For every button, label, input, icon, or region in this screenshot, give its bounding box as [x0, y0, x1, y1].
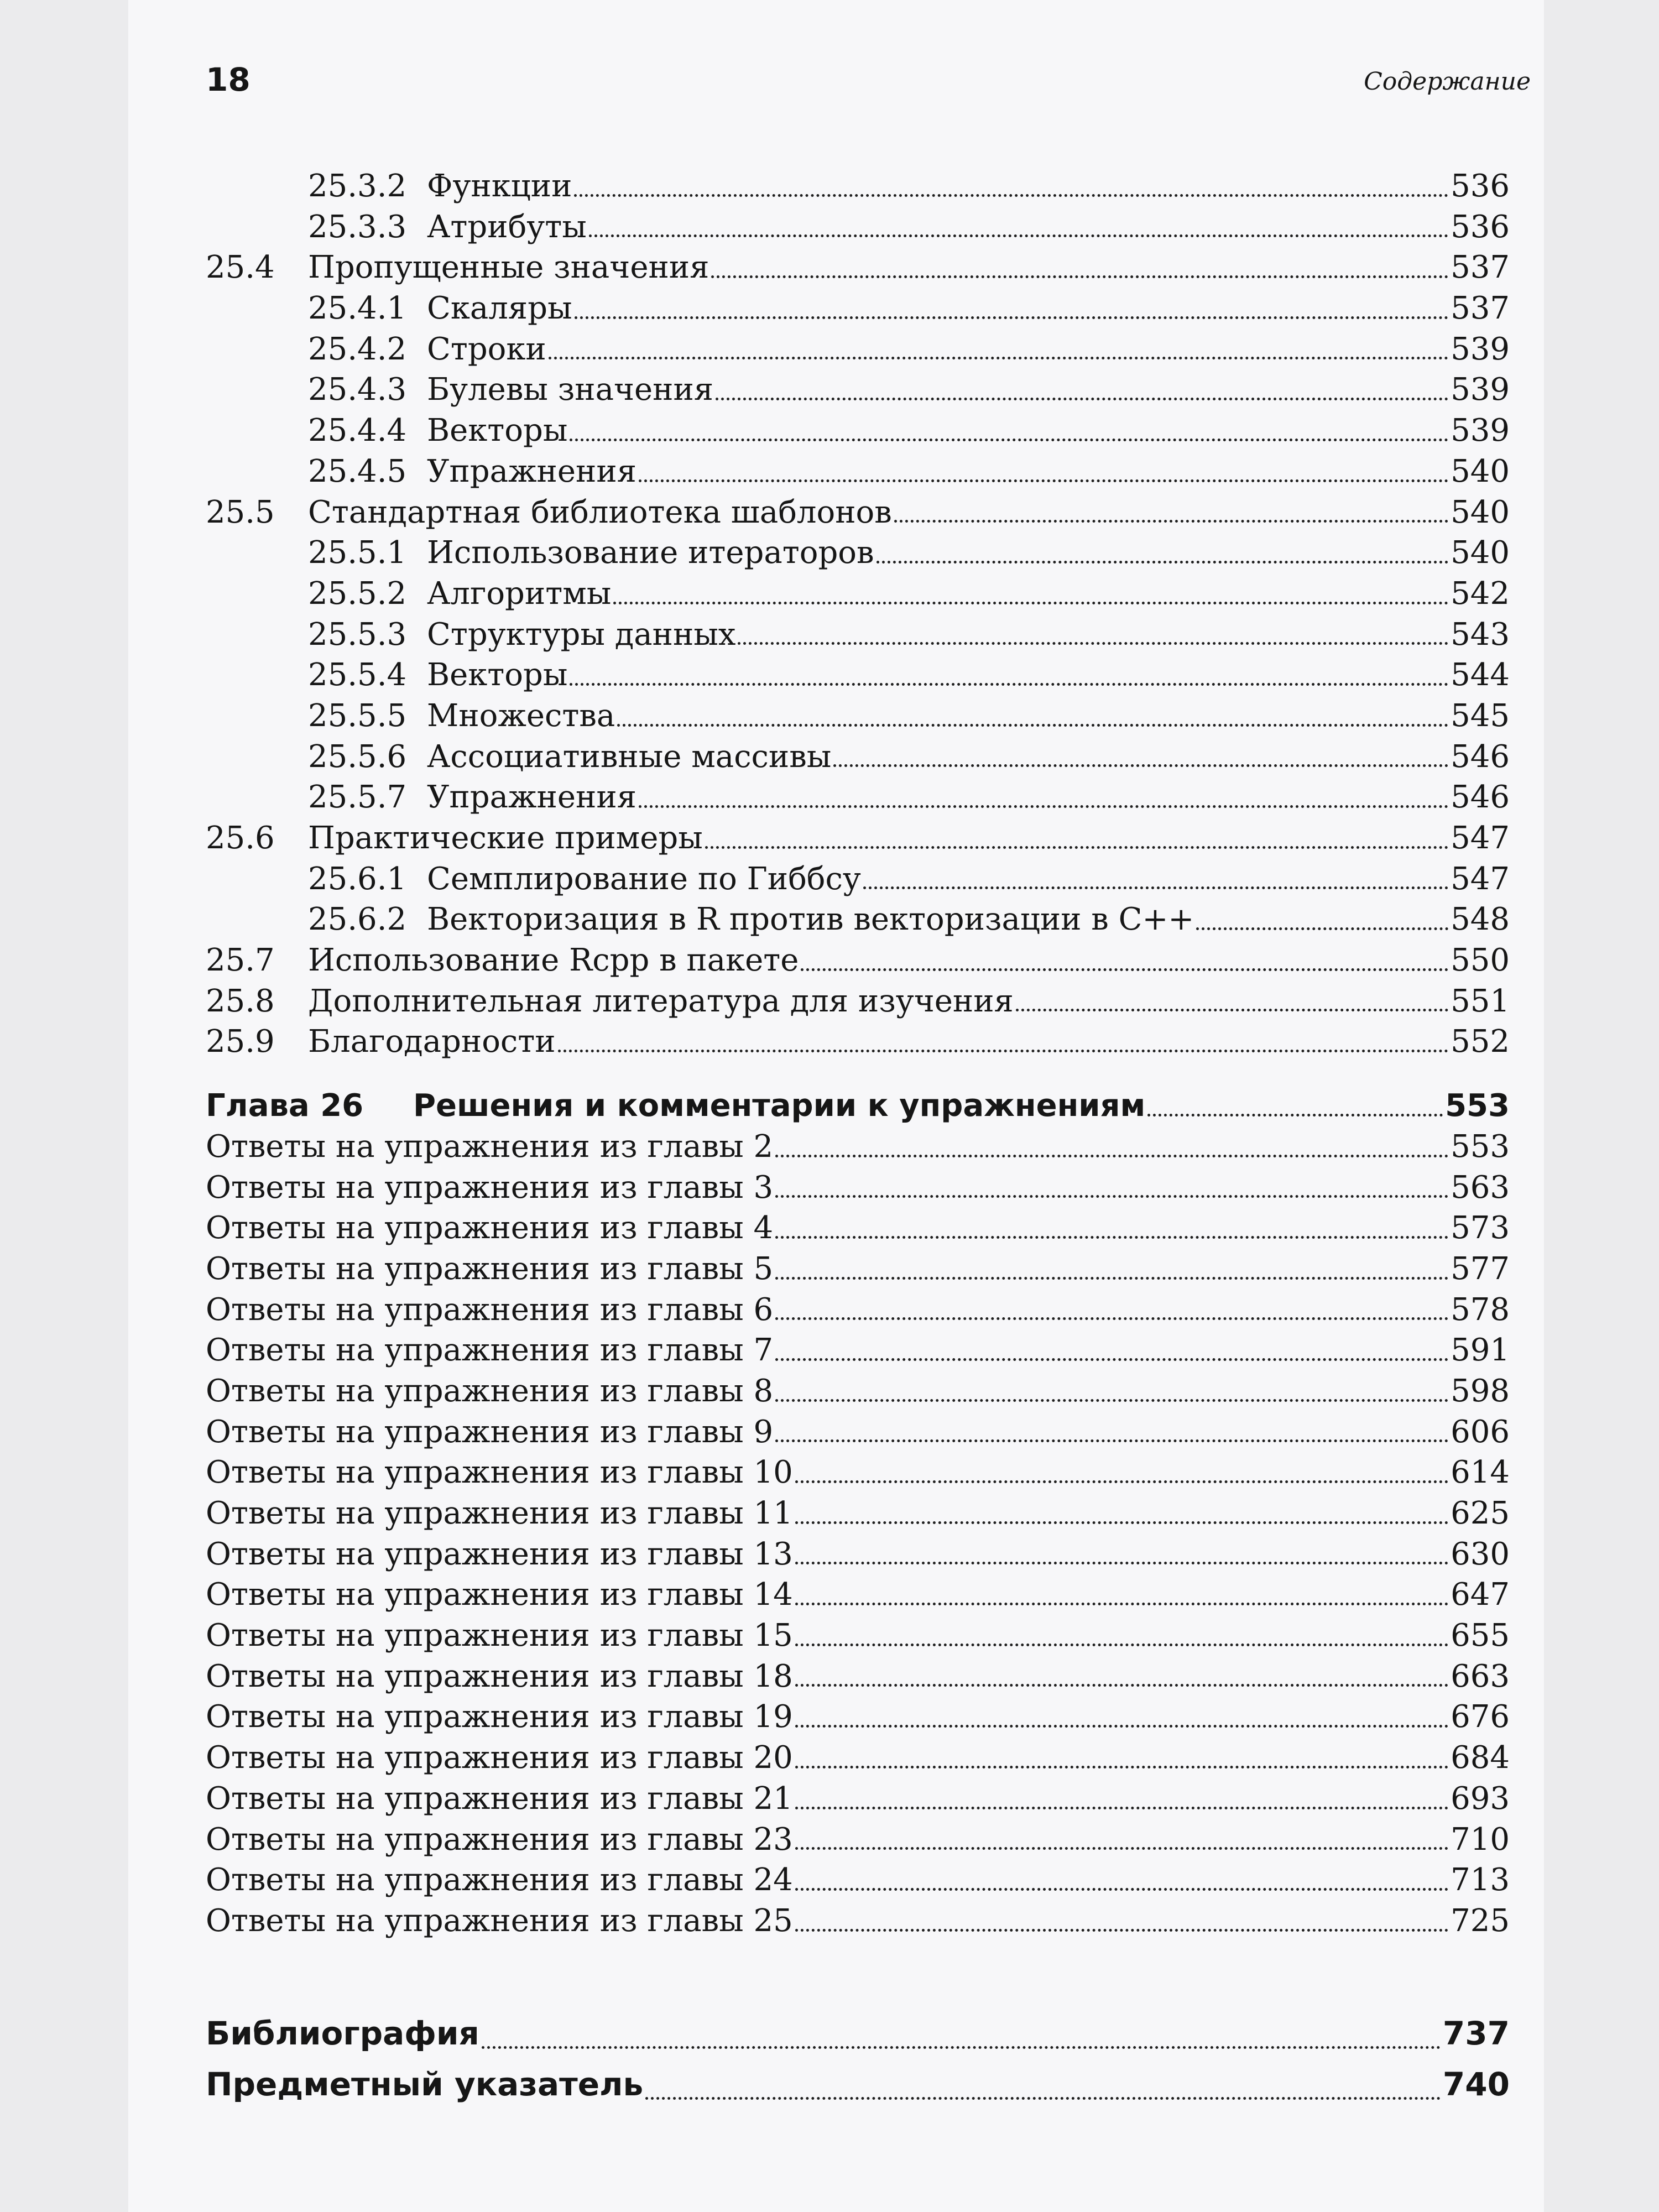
leader-dots	[795, 1766, 1448, 1768]
leader-dots	[1196, 927, 1448, 930]
leader-dots	[570, 439, 1448, 441]
toc-entry	[206, 940, 1510, 981]
entry-number: 25.6.2	[308, 901, 407, 938]
toc-entry	[206, 166, 1510, 207]
entry-page: 630	[1451, 1536, 1510, 1572]
leader-dots	[575, 316, 1449, 319]
entry-title: Ответы на упражнения из главы 6	[206, 1291, 774, 1328]
toc-answer-entry	[206, 1330, 1510, 1371]
leader-dots	[795, 1562, 1448, 1564]
toc-answer-entry	[206, 1493, 1510, 1534]
leader-dots	[795, 1480, 1448, 1483]
entry-title: Пропущенные значения	[308, 249, 709, 286]
entry-page: 573	[1451, 1210, 1510, 1246]
leader-dots	[795, 1847, 1448, 1850]
entry-title: Ответы на упражнения из главы 11	[206, 1495, 793, 1531]
leader-dots	[775, 1155, 1448, 1157]
entry-title: Векторизация в R против векторизации в C++	[427, 901, 1194, 938]
table-of-contents	[206, 166, 1510, 2110]
entry-title: Ответы на упражнения из главы 24	[206, 1862, 793, 1898]
leader-dots	[716, 398, 1448, 400]
entry-page: 547	[1451, 860, 1510, 897]
toc-entry	[206, 859, 1510, 900]
leader-dots	[775, 1399, 1448, 1402]
entry-page: 536	[1451, 168, 1510, 204]
entry-title: Упражнения	[427, 453, 637, 489]
entry-title: Строки	[427, 331, 546, 367]
entry-page: 655	[1451, 1618, 1510, 1654]
leader-dots	[795, 1521, 1448, 1524]
toc-answer-entry	[206, 1901, 1510, 1942]
toc-entry	[206, 247, 1510, 288]
toc-entry	[206, 573, 1510, 614]
entry-number: 25.9	[206, 1024, 275, 1060]
entry-title: Ответы на упражнения из главы 3	[206, 1169, 774, 1206]
toc-answer-entry	[206, 1249, 1510, 1290]
toc-answer-entry	[206, 1208, 1510, 1249]
toc-answer-entry	[206, 1656, 1510, 1697]
entry-page: 577	[1451, 1250, 1510, 1287]
toc-answer-entry	[206, 1819, 1510, 1860]
toc-entry	[206, 777, 1510, 818]
entry-page: 713	[1451, 1862, 1510, 1898]
entry-title: Ответы на упражнения из главы 10	[206, 1454, 793, 1491]
leader-dots	[775, 1195, 1448, 1198]
entry-page: 547	[1451, 820, 1510, 856]
entry-number: 25.5.5	[308, 697, 407, 734]
entry-title: Ответы на упражнения из главы 13	[206, 1536, 793, 1572]
entry-page: 684	[1451, 1740, 1510, 1776]
toc-entry	[206, 655, 1510, 696]
entry-number: 25.4.1	[308, 290, 407, 327]
toc-answer-entry	[206, 1126, 1510, 1167]
entry-page: 614	[1451, 1454, 1510, 1491]
entry-number: 25.3.3	[308, 208, 407, 245]
entry-title: Множества	[427, 697, 615, 734]
leader-dots	[482, 2046, 1441, 2049]
entry-page: 540	[1451, 494, 1510, 530]
toc-entry	[206, 410, 1510, 451]
toc-answer-entry	[206, 1574, 1510, 1615]
toc-entry	[206, 329, 1510, 370]
entry-title: Упражнения	[427, 779, 637, 816]
toc-answer-entry	[206, 1778, 1510, 1819]
entry-number: 25.5.1	[308, 535, 407, 571]
leader-dots	[801, 968, 1448, 971]
leader-dots	[705, 846, 1448, 849]
leader-dots	[639, 479, 1448, 482]
entry-page: 663	[1451, 1658, 1510, 1694]
entry-title: Ответы на упражнения из главы 4	[206, 1210, 774, 1246]
entry-title: Ответы на упражнения из главы 8	[206, 1373, 774, 1409]
leader-dots	[775, 1236, 1448, 1239]
leader-dots	[775, 1277, 1448, 1280]
entry-title: Ответы на упражнения из главы 21	[206, 1780, 793, 1817]
entry-title: Использование итераторов	[427, 535, 874, 571]
entry-title: Стандартная библиотека шаблонов	[308, 494, 892, 530]
entry-number: 25.4.2	[308, 331, 407, 367]
entry-title: Ответы на упражнения из главы 20	[206, 1740, 793, 1776]
entry-title: Векторы	[427, 413, 568, 449]
entry-number: 25.5.7	[308, 779, 407, 816]
toc-answer-entry	[206, 1290, 1510, 1331]
leader-dots	[645, 2097, 1441, 2100]
chapter-25-sections	[206, 166, 1510, 1062]
entry-number: 25.4.3	[308, 372, 407, 408]
toc-entry	[206, 533, 1510, 573]
entry-page: 710	[1451, 1821, 1510, 1858]
leader-dots	[775, 1358, 1448, 1361]
leader-dots	[833, 764, 1448, 767]
entry-title: Структуры данных	[427, 616, 736, 653]
entry-title: Ответы на упражнения из главы 2	[206, 1128, 774, 1165]
leader-dots	[877, 561, 1449, 564]
entry-number: 25.5.4	[308, 657, 407, 693]
leader-dots	[639, 805, 1448, 808]
entry-page: 578	[1451, 1291, 1510, 1328]
entry-title: Библиография	[206, 2014, 479, 2052]
entry-number: 25.8	[206, 983, 275, 1019]
entry-title: Векторы	[427, 657, 568, 693]
toc-entry	[206, 696, 1510, 737]
entry-page: 546	[1451, 779, 1510, 816]
entry-page: 553	[1451, 1128, 1510, 1165]
entry-page: 536	[1451, 208, 1510, 245]
entry-page: 740	[1442, 2065, 1510, 2103]
toc-answer-entry	[206, 1534, 1510, 1575]
toc-entry	[206, 899, 1510, 940]
toc-entry	[206, 614, 1510, 655]
entry-page: 551	[1451, 983, 1510, 1019]
toc-chapter-26	[206, 1086, 1510, 1126]
leader-dots	[795, 1684, 1448, 1687]
entry-title: Ответы на упражнения из главы 7	[206, 1332, 774, 1369]
entry-number: 25.5.3	[308, 616, 407, 653]
entry-title: Булевы значения	[427, 372, 714, 408]
entry-page: 545	[1451, 697, 1510, 734]
entry-page: 540	[1451, 453, 1510, 489]
entry-number: 25.7	[206, 942, 275, 979]
entry-page: 693	[1451, 1780, 1510, 1817]
leader-dots	[1016, 1009, 1448, 1011]
entry-number: 25.3.2	[308, 168, 407, 204]
entry-title: Ответы на упражнения из главы 9	[206, 1413, 774, 1450]
toc-answer-entry	[206, 1452, 1510, 1493]
leader-dots	[558, 1050, 1449, 1052]
toc-answer-entry	[206, 1738, 1510, 1778]
entry-page: 546	[1451, 738, 1510, 775]
entry-title: Атрибуты	[427, 208, 587, 245]
entry-page: 676	[1451, 1699, 1510, 1735]
toc-entry	[206, 492, 1510, 533]
leader-dots	[574, 194, 1448, 197]
entry-page: 647	[1451, 1577, 1510, 1613]
toc-entry	[206, 737, 1510, 778]
entry-page: 540	[1451, 535, 1510, 571]
entry-page: 737	[1442, 2014, 1510, 2052]
leader-dots	[549, 357, 1448, 359]
leader-dots	[1147, 1114, 1443, 1117]
toc-back-entry	[206, 2008, 1510, 2059]
page-header	[206, 61, 1531, 111]
entry-page: 591	[1451, 1332, 1510, 1369]
toc-answer-entry	[206, 1371, 1510, 1412]
leader-dots	[795, 1807, 1448, 1809]
entry-title: Ответы на упражнения из главы 18	[206, 1658, 793, 1694]
entry-title: Ответы на упражнения из главы 23	[206, 1821, 793, 1858]
entry-number: 25.4.4	[308, 413, 407, 449]
entry-page: 625	[1451, 1495, 1510, 1531]
entry-number: 25.6	[206, 820, 275, 856]
entry-number: 25.5	[206, 494, 275, 530]
leader-dots	[617, 724, 1448, 727]
entry-page: 598	[1451, 1373, 1510, 1409]
entry-title: Семплирование по Гиббсу	[427, 860, 861, 897]
entry-page: 539	[1451, 413, 1510, 449]
entry-number: 25.4.5	[308, 453, 407, 489]
entry-page: 548	[1451, 901, 1510, 938]
leader-dots	[795, 1929, 1448, 1932]
entry-title: Ответы на упражнения из главы 19	[206, 1699, 793, 1735]
leader-dots	[613, 602, 1448, 604]
leader-dots	[795, 1888, 1448, 1891]
entry-number: 25.5.6	[308, 738, 407, 775]
leader-dots	[711, 275, 1448, 278]
toc-back-entry	[206, 2059, 1510, 2110]
leader-dots	[795, 1725, 1448, 1728]
toc-entry	[206, 288, 1510, 329]
running-head: Содержание	[1364, 67, 1531, 96]
toc-entry	[206, 981, 1510, 1022]
entry-page: 539	[1451, 331, 1510, 367]
toc-answer-entry	[206, 1697, 1510, 1738]
entry-page: 543	[1451, 616, 1510, 653]
back-matter	[206, 2008, 1510, 2110]
leader-dots	[863, 886, 1448, 889]
toc-entry	[206, 818, 1510, 859]
page-number: 18	[206, 61, 251, 98]
chapter-26-answers	[206, 1126, 1510, 1942]
entry-number: 25.5.2	[308, 575, 407, 612]
entry-title: Скаляры	[427, 290, 572, 327]
entry-number: 25.6.1	[308, 860, 407, 897]
entry-title: Благодарности	[308, 1024, 556, 1060]
entry-title: Дополнительная литература для изучения	[308, 983, 1014, 1019]
toc-answer-entry	[206, 1412, 1510, 1453]
entry-page: 552	[1451, 1024, 1510, 1060]
leader-dots	[775, 1317, 1448, 1320]
entry-title: Использование Rcpp в пакете	[308, 942, 799, 979]
leader-dots	[894, 520, 1448, 523]
entry-page: 725	[1451, 1902, 1510, 1939]
toc-answer-entry	[206, 1167, 1510, 1208]
leader-dots	[570, 683, 1448, 686]
entry-page: 550	[1451, 942, 1510, 979]
entry-page: 537	[1451, 249, 1510, 286]
toc-entry	[206, 207, 1510, 248]
toc-entry	[206, 369, 1510, 410]
entry-page: 542	[1451, 575, 1510, 612]
entry-title: Алгоритмы	[427, 575, 612, 612]
toc-entry	[206, 451, 1510, 492]
entry-title: Ответы на упражнения из главы 14	[206, 1577, 793, 1613]
leader-dots	[795, 1603, 1448, 1605]
leader-dots	[775, 1439, 1448, 1442]
entry-title: Функции	[427, 168, 572, 204]
entry-page: 539	[1451, 372, 1510, 408]
toc-answer-entry	[206, 1860, 1510, 1901]
entry-number: 25.4	[206, 249, 275, 286]
leader-dots	[795, 1644, 1448, 1646]
entry-page: 563	[1451, 1169, 1510, 1206]
leader-dots	[738, 642, 1448, 645]
entry-page: 544	[1451, 657, 1510, 693]
entry-title: Ответы на упражнения из главы 5	[206, 1250, 774, 1287]
entry-page: 537	[1451, 290, 1510, 327]
entry-title: Предметный указатель	[206, 2065, 644, 2103]
toc-entry	[206, 1021, 1510, 1062]
entry-title: Ответы на упражнения из главы 25	[206, 1902, 793, 1939]
entry-title: Ответы на упражнения из главы 15	[206, 1618, 793, 1654]
entry-title: Ассоциативные массивы	[427, 738, 832, 775]
toc-answer-entry	[206, 1615, 1510, 1656]
chapter-title: Решения и комментарии к упражнениям	[413, 1088, 1146, 1124]
chapter-number: Глава 26	[206, 1088, 364, 1124]
entry-page: 606	[1451, 1413, 1510, 1450]
chapter-page: 553	[1445, 1088, 1510, 1124]
leader-dots	[589, 234, 1448, 237]
entry-title: Практические примеры	[308, 820, 703, 856]
